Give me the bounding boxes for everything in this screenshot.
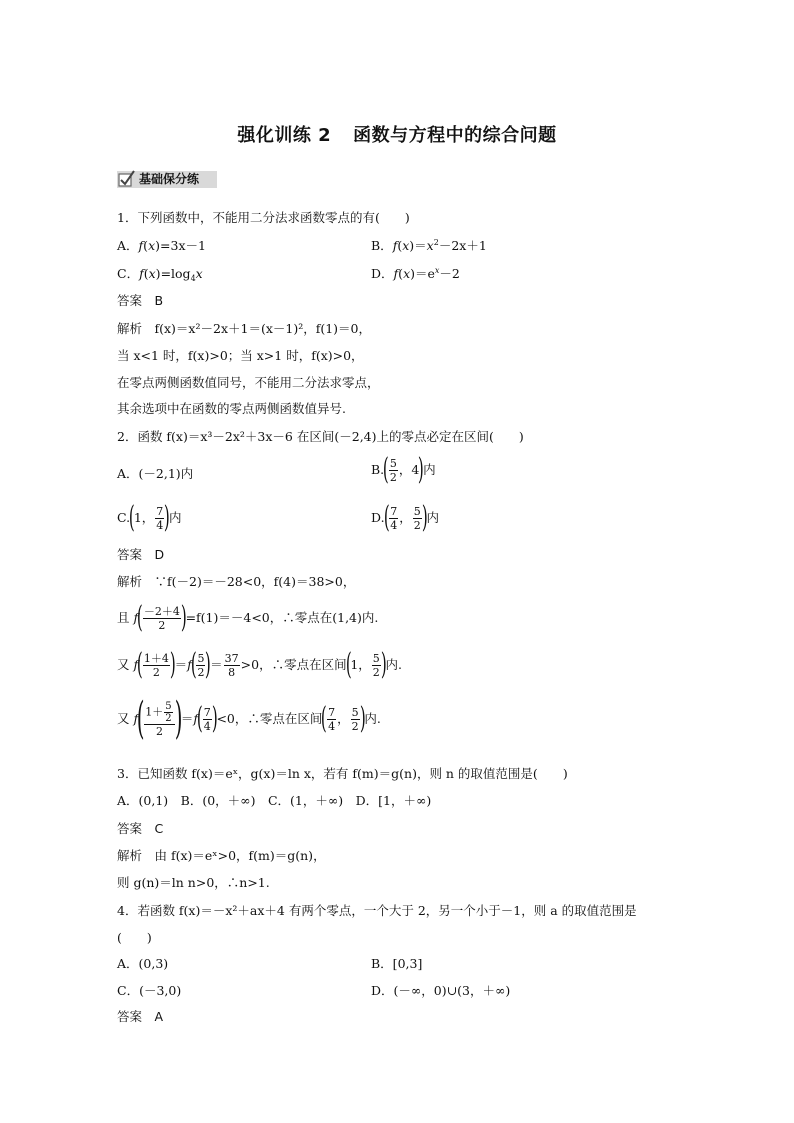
q2-option-b: B. ( $\frac{5}{2}$ ，4 ) 内 xyxy=(371,452,436,487)
q1-solution-line2: 当 x<1 时，f(x)>0；当 x>1 时，f(x)>0， xyxy=(117,348,364,363)
q4-stem-line1: 4．若函数 f(x)＝－x²＋ax＋4 有两个零点，一个大于 2，另一个小于－1，则 a 的取值范围是 xyxy=(117,903,637,918)
q2-solution-line4: 又 f ( 1＋ $\frac{5}{2}$ 2 ) ＝f ( $\frac{7}{4}$ ) <0，∴零点在区间 ( $\frac{7}{4}$ ， $\frac{5}{2}$ ) 内. xyxy=(117,693,381,744)
q2-answer: 答案 D xyxy=(117,547,165,562)
q1-solution-line1: 解析 f(x)＝x²－2x＋1＝(x－1)²，f(1)＝0， xyxy=(117,321,371,336)
q2-solution-line2: 且 f ( $\frac{-2+4}{2}$ ) =f(1)＝－4<0，∴零点在(1,4)内. xyxy=(117,600,379,635)
q2-option-a: A．(－2,1)内 xyxy=(117,466,194,481)
title-part2: 函数与方程中的综合问题 xyxy=(353,125,557,146)
q1-option-c: C．$f(x)=\log_4x$ xyxy=(117,266,203,283)
q3-options: A．(0,1) B．(0，＋∞) C．(1，＋∞) D．[1，＋∞) xyxy=(117,793,432,808)
q1-answer: 答案 B xyxy=(117,293,164,308)
q2-option-c: C. ( 1， $\frac{7}{4}$ ) 内 xyxy=(117,500,182,535)
section-header xyxy=(117,168,217,190)
q4-option-c: C．(－3,0) xyxy=(117,983,182,998)
checkbox-checked-icon xyxy=(118,169,136,189)
q2-solution-line3: 又 f ( $\frac{1+4}{2}$ ) ＝f ( $\frac{5}{2}$ ) ＝ $\frac{37}{8}$ >0，∴零点在区间 ( 1， $\frac{5}{2}$ ) 内. xyxy=(117,647,402,682)
q1-option-b: B．$f(x)=x^2-2x+1$ xyxy=(371,238,487,253)
q2-solution-line1: 解析 ∵f(－2)＝－28<0，f(4)＝38>0， xyxy=(117,574,356,589)
q2-stem: 2．函数 f(x)＝x³－2x²＋3x－6 在区间(－2,4)上的零点必定在区间( ) xyxy=(117,429,524,444)
q4-answer: 答案 A xyxy=(117,1009,164,1024)
q3-stem: 3．已知函数 f(x)＝eˣ，g(x)＝ln x，若有 f(m)＝g(n)，则 n 的取值范围是( ) xyxy=(117,766,568,781)
q1-solution-line4: 其余选项中在函数的零点两侧函数值异号. xyxy=(117,401,346,416)
page-title xyxy=(0,121,794,147)
section-label: 基础保分练 xyxy=(139,172,200,186)
q3-answer: 答案 C xyxy=(117,821,164,836)
q1-stem: 1．下列函数中，不能用二分法求函数零点的有( ) xyxy=(117,210,410,225)
q1-option-d: D．$f(x)=e^x-2$ xyxy=(371,266,460,281)
q3-solution-line2: 则 g(n)＝ln n>0，∴n>1. xyxy=(117,875,270,890)
q4-option-a: A．(0,3) xyxy=(117,956,169,971)
title-part1: 强化训练 2 xyxy=(237,125,332,146)
q1-solution-line3: 在零点两侧函数值同号，不能用二分法求零点， xyxy=(117,375,380,390)
q3-solution-line1: 解析 由 f(x)＝eˣ>0，f(m)＝g(n)， xyxy=(117,848,326,863)
q4-option-d: D．(－∞，0)∪(3，＋∞) xyxy=(371,983,511,998)
q4-stem-line2: ( ) xyxy=(117,930,152,945)
q2-option-d: D. ( $\frac{7}{4}$ ， $\frac{5}{2}$ ) 内 xyxy=(371,500,440,535)
q1-option-a: A．f(x)=3x－1 xyxy=(117,238,206,253)
q4-option-b: B．[0,3] xyxy=(371,956,423,971)
